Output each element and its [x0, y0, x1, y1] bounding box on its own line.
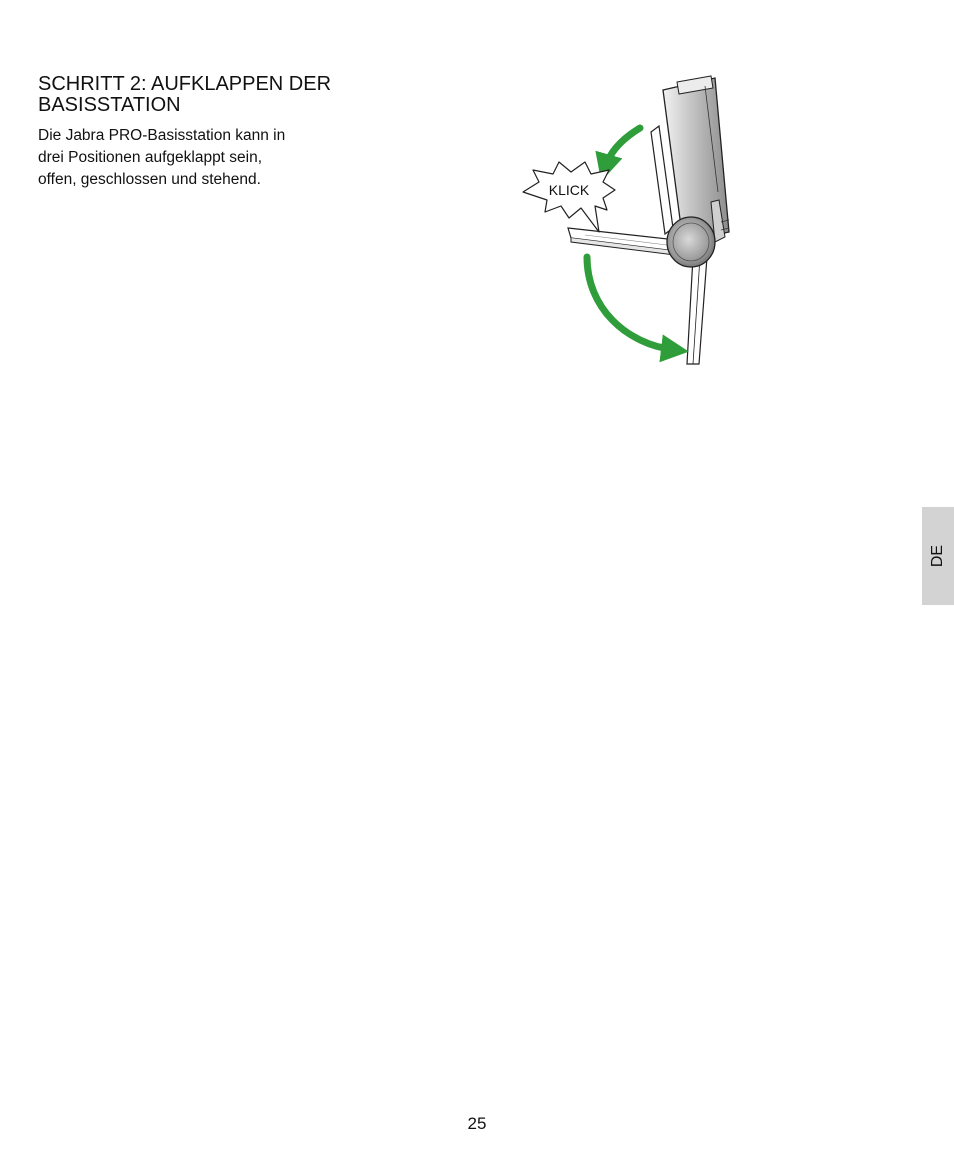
body-line-2: drei Positionen aufgeklappt sein, — [38, 149, 263, 166]
language-tab-label: DE — [929, 544, 946, 568]
section-body — [38, 125, 338, 191]
hinge-knob — [667, 217, 715, 267]
language-tab — [922, 507, 954, 605]
page-number: 25 — [467, 1114, 487, 1133]
body-line-3: offen, geschlossen und stehend. — [38, 171, 261, 188]
base-station-fold-illustration — [515, 72, 745, 372]
fold-arrow-lower — [587, 257, 675, 350]
klick-callout — [523, 162, 615, 232]
section-heading-line-1: SCHRITT 2: AUFKLAPPEN DER — [38, 73, 332, 95]
fold-arrow-upper — [605, 128, 640, 168]
klick-callout-text: KLICK — [548, 182, 590, 198]
section-heading — [38, 74, 358, 116]
section-heading-line-2: BASISSTATION — [38, 94, 181, 116]
body-line-1: Die Jabra PRO-Basisstation kann in — [38, 127, 286, 144]
stand-leg — [687, 257, 707, 364]
